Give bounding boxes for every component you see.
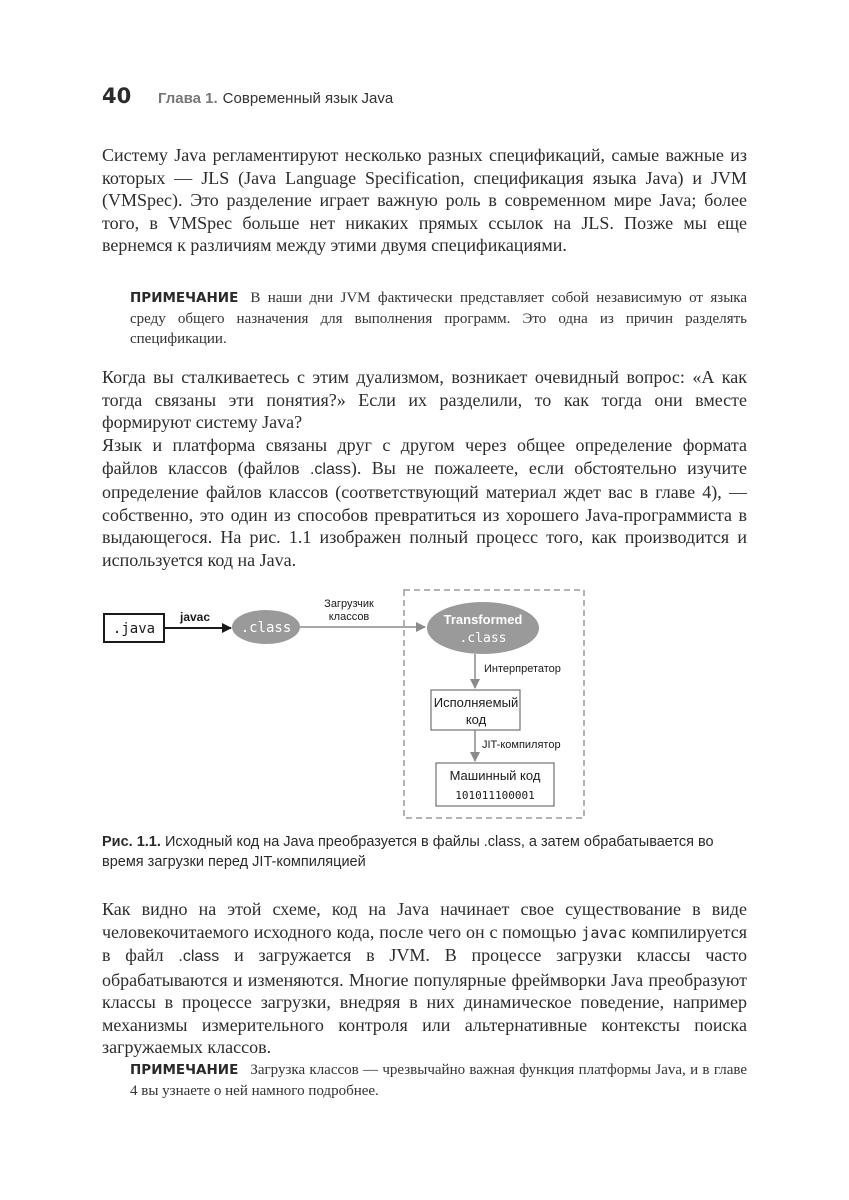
transformed-label-line1: Transformed — [443, 612, 523, 627]
inline-code-javac: javac — [581, 923, 627, 942]
note-class-loading — [130, 1060, 747, 1101]
caption-label: Рис. 1.1. — [102, 834, 161, 850]
caption-text: Исходный код на Java преобразуется в файлы .class, а затем обрабатывается во время загрузки перед JIT-компиляцией — [102, 834, 714, 870]
executable-label-line1: Исполняемый — [433, 695, 519, 710]
chapter-title: Современный язык Java — [222, 90, 394, 107]
inline-code-class: .class — [309, 460, 351, 478]
note-label: ПРИМЕЧАНИЕ — [130, 1062, 239, 1078]
text-run: ). Вы не пожалеете, если обстоятельно изучите определение файлов классов (соответствующий материал ждет вас в главе 4), — собственно, это один из способов превратиться из хорошего Java-программиста в выдающегося. На рис. 1.1 изображен полный процесс того, как производится и используется код на Java. — [102, 457, 747, 570]
text-run: компилируется в файл — [102, 921, 747, 965]
executable-label-line2: код — [465, 712, 487, 727]
page-number: 40 — [102, 84, 132, 108]
chapter-label: Глава 1. — [158, 90, 218, 107]
loader-label-line1: Загрузчик — [324, 598, 374, 610]
note-text: В наши дни JVM фактически представляет собой независимую от языка среду общего назначения для выполнения программ. Это одна из причин разделять спецификации. — [130, 290, 747, 347]
text-run: Язык и платформа связаны друг с другом через общее определение формата файлов классов (файлов — [102, 435, 747, 478]
figure-caption — [102, 832, 752, 872]
transformed-class-node — [427, 602, 539, 654]
paragraph-dualism: Когда вы сталкиваетесь с этим дуализмом, возникает очевидный вопрос: «А как тогда связаны эти понятия?» Если их разделили, то как тогда они вместе формируют систему Java? — [102, 367, 747, 432]
interpreter-label: Интерпретатор — [484, 663, 561, 675]
note-text: Загрузка классов — чрезвычайно важная функция платформы Java, и в главе 4 вы узнаете о ней намного подробнее. — [130, 1062, 747, 1099]
jit-label: JIT-компилятор — [482, 739, 561, 751]
text-run: Как видно на этой схеме, код на Java начинает свое существование в виде человекочитаемого исходного кода, после чего он с помощью — [102, 899, 747, 942]
machine-label-line1: Машинный код — [449, 768, 541, 783]
transformed-label-line2: .class — [459, 631, 507, 646]
compile-label: javac — [179, 610, 211, 624]
paragraph-loading — [102, 898, 747, 1059]
source-label: .java — [112, 621, 156, 637]
note-label: ПРИМЕЧАНИЕ — [130, 290, 239, 306]
loader-label-line2: классов — [328, 611, 370, 623]
paragraph-specifications: Систему Java регламентируют несколько разных спецификаций, самые важные из которых — JLS (Java Language Specification, спецификация языка Java) и JVM (VMSpec). Это разделение играет важную роль в современном мире Java; более того, в VMSpec больше нет никаких прямых ссылок на JLS. Позже мы еще вернемся к различиям между этими двумя спецификациями. — [102, 145, 747, 255]
class-file-label: .class — [240, 620, 292, 636]
text-run: и загружается в JVM. В процессе загрузки классы часто обрабатываются и изменяются. Многие популярные фреймворки Java преобразуют классы в процессе загрузки, внедряя в них динамическое поведение, например механизмы измерительного контроля или альтернативные контексты поиска загружаемых классов. — [102, 945, 747, 1057]
machine-label-line2: 101011100001 — [455, 789, 535, 802]
inline-code-class: .class — [178, 948, 220, 965]
